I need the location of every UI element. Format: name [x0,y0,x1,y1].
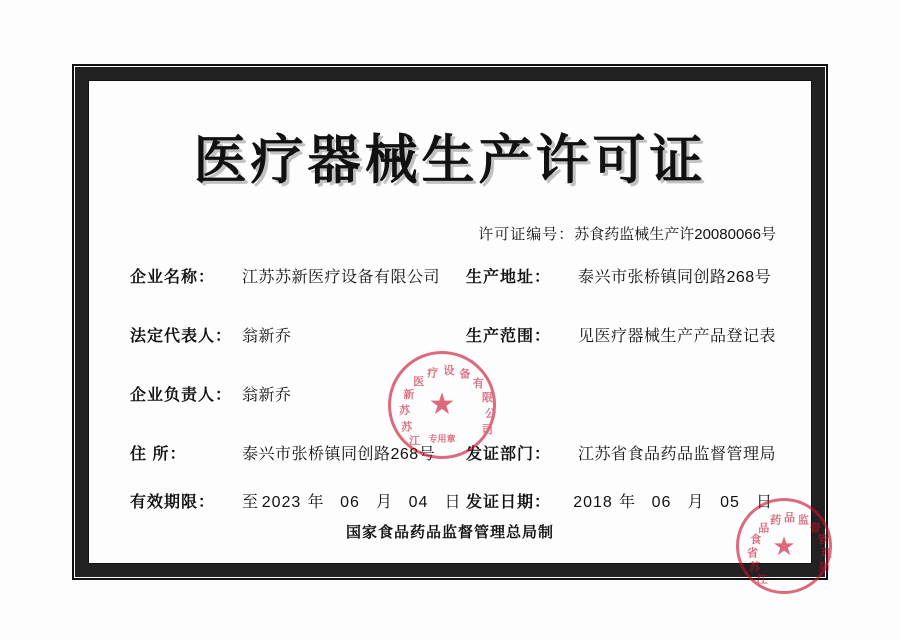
field-legal-representative-value: 翁新乔 [242,328,292,345]
field-issuing-authority-value: 江苏省食品药品监督管理局 [578,446,777,463]
field-production-address [466,264,771,287]
seal-star-icon: ★ [428,388,456,421]
field-issue-date [466,489,776,512]
field-company-name-value: 江苏苏新医疗设备有限公司 [242,269,441,286]
field-production-scope-value: 见医疗器械生产产品登记表 [578,328,777,345]
field-issue-date-month: 06 [651,494,672,511]
field-issuing-authority-label: 发证部门： [466,446,552,463]
field-enterprise-head-value: 翁新乔 [242,387,292,404]
company-seal-bottom-text: 专用章 [428,434,456,444]
field-validity [130,489,464,512]
field-validity-year: 2023 [261,494,302,511]
field-legal-representative [130,323,292,346]
field-validity-label: 有效期限： [130,494,216,511]
field-validity-to-word: 至 [242,494,259,511]
field-validity-month-unit: 月 [376,494,393,511]
field-issue-date-day-unit: 日 [756,494,773,511]
field-enterprise-head [130,382,292,405]
field-production-scope [466,323,776,346]
field-company-name-label: 企业名称： [130,269,216,286]
company-seal-ring-text: 江 苏 苏 新 医 疗 设 备 有 限 公 司 [399,365,496,448]
field-issue-date-day: 05 [720,494,740,511]
page-title: 医疗器械生产许可证 [193,132,707,190]
field-validity-month: 06 [340,494,360,511]
certificate-number-label: 许可证编号： [478,226,575,243]
field-validity-day: 04 [408,494,429,511]
issuer-footer: 国家食品药品监督管理总局制 [345,524,554,541]
seal-star-icon: ★ [772,531,796,561]
certificate-number [478,223,776,244]
field-issue-date-label: 发证日期： [466,494,552,511]
field-validity-year-unit: 年 [307,494,325,511]
field-legal-representative-label: 法定代表人： [130,328,233,345]
issuer-seal-ring-text: 江 苏 省 食 品 药 品 监 督 管 理 局 [747,512,832,586]
certificate-content [88,80,832,586]
field-company-name [130,264,440,287]
field-production-address-value: 泰兴市张桥镇同创路268号 [578,269,772,286]
field-production-scope-label: 生产范围： [466,328,552,345]
field-issue-date-month-unit: 月 [687,494,705,511]
field-address [130,441,435,464]
field-validity-day-unit: 日 [444,494,462,511]
field-address-value: 泰兴市张桥镇同创路268号 [242,446,436,463]
field-address-label: 住 所： [130,446,187,463]
field-production-address-label: 生产地址： [466,269,552,286]
field-issue-date-year: 2018 [573,494,613,511]
field-enterprise-head-label: 企业负责人： [130,387,233,404]
field-issuing-authority [466,441,776,464]
field-issue-date-year-unit: 年 [619,494,636,511]
certificate-number-value: 苏食药监械生产许20080066号 [574,226,776,243]
